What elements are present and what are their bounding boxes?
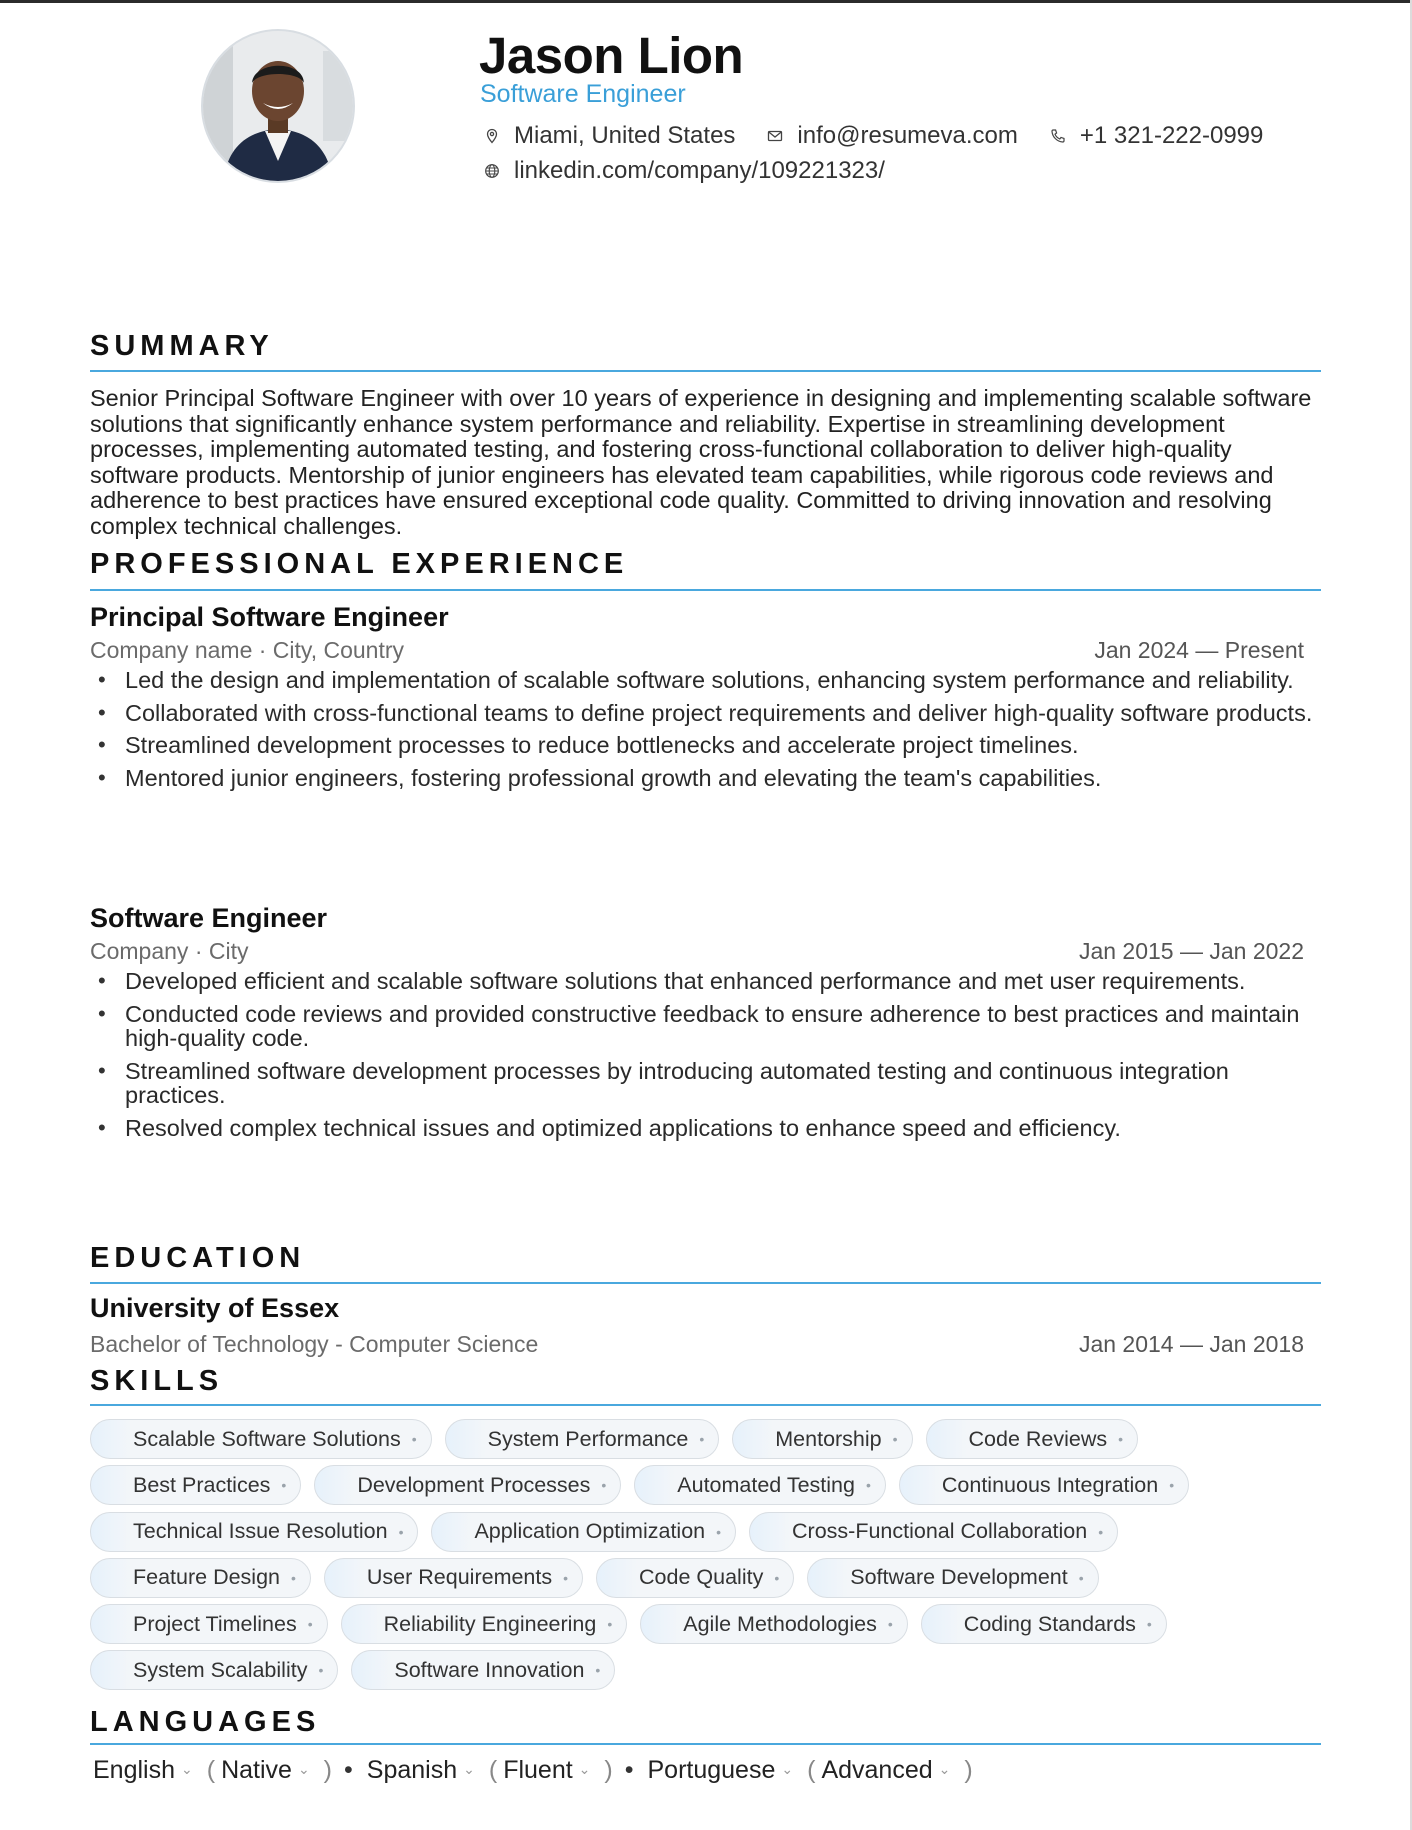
job-bullet: • Collaborated with cross-functional teams to define project requirements and deliver high-quality software products. bbox=[90, 701, 1320, 726]
skill-label: Technical Issue Resolution bbox=[133, 1519, 388, 1544]
language-name[interactable]: English bbox=[93, 1756, 175, 1784]
chevron-down-icon: ⌄ bbox=[781, 1761, 794, 1777]
skill-chip bbox=[314, 1465, 621, 1505]
skill-label: Code Reviews bbox=[968, 1426, 1108, 1451]
skill-dot-icon: • bbox=[307, 1616, 313, 1633]
skill-chip bbox=[921, 1604, 1167, 1644]
job-bullet: • Resolved complex technical issues and optimized applications to enhance speed and efficiency. bbox=[90, 1116, 1320, 1141]
chevron-down-icon: ⌄ bbox=[181, 1761, 193, 1777]
envelope-icon bbox=[767, 128, 783, 144]
skill-label: Project Timelines bbox=[133, 1611, 297, 1636]
skill-chip bbox=[90, 1512, 418, 1552]
profile-photo-image bbox=[203, 31, 353, 181]
job-bullets bbox=[90, 668, 1320, 790]
education-rule bbox=[90, 1282, 1321, 1284]
skill-label: Best Practices bbox=[133, 1472, 271, 1497]
education-dates: Jan 2014 — Jan 2018 bbox=[1078, 1331, 1304, 1357]
skill-dot-icon: • bbox=[865, 1477, 871, 1494]
job-bullet: • Conducted code reviews and provided constructive feedback to ensure adherence to best practices and maintain high-quality code. bbox=[90, 1002, 1320, 1051]
skill-dot-icon: • bbox=[563, 1569, 569, 1586]
summary-rule bbox=[90, 370, 1321, 372]
skill-label: Mentorship bbox=[775, 1426, 882, 1451]
skill-dot-icon: • bbox=[892, 1431, 898, 1447]
job-bullet: • Streamlined software development processes by introducing automated testing and continuous integration practices. bbox=[90, 1059, 1320, 1108]
job-company: Company name · City, Country bbox=[90, 637, 405, 663]
skill-label: Coding Standards bbox=[963, 1611, 1136, 1636]
contact-row-secondary bbox=[484, 157, 917, 185]
skill-dot-icon: • bbox=[774, 1569, 780, 1586]
skill-row bbox=[90, 1512, 1330, 1558]
contact-website[interactable] bbox=[484, 157, 885, 185]
skill-dot-icon: • bbox=[1098, 1523, 1104, 1540]
chevron-down-icon: ⌄ bbox=[578, 1761, 591, 1777]
skills-list bbox=[90, 1419, 1330, 1697]
skill-label: Scalable Software Solutions bbox=[133, 1426, 401, 1451]
language-name[interactable]: Portuguese bbox=[647, 1756, 776, 1784]
email-text[interactable]: info@resumeva.com bbox=[797, 122, 1018, 149]
skill-dot-icon: • bbox=[411, 1431, 417, 1447]
job-title: Principal Software Engineer bbox=[90, 602, 449, 632]
globe-icon bbox=[484, 163, 500, 179]
contact-location bbox=[484, 122, 735, 150]
job-company: Company · City bbox=[90, 938, 249, 964]
skill-chip bbox=[749, 1512, 1118, 1552]
school-name: University of Essex bbox=[90, 1293, 340, 1323]
education-heading: EDUCATION bbox=[90, 1242, 306, 1274]
phone-text[interactable]: +1 321-222-0999 bbox=[1079, 122, 1264, 149]
skill-row bbox=[90, 1650, 1330, 1696]
chevron-down-icon: ⌄ bbox=[297, 1761, 310, 1777]
skill-chip bbox=[90, 1650, 338, 1690]
experience-heading: PROFESSIONAL EXPERIENCE bbox=[90, 548, 629, 580]
paren-open: ( bbox=[807, 1756, 816, 1784]
contact-phone[interactable] bbox=[1050, 122, 1264, 150]
language-level[interactable]: Advanced bbox=[821, 1756, 933, 1784]
paren-close: ) bbox=[964, 1756, 973, 1784]
phone-icon bbox=[1050, 128, 1066, 144]
job-dates: Jan 2024 — Present bbox=[1094, 637, 1304, 663]
skill-chip bbox=[732, 1419, 912, 1459]
skill-chip bbox=[90, 1419, 432, 1459]
job-bullet: • Developed efficient and scalable software solutions that enhanced performance and met user requirements. bbox=[90, 969, 1320, 994]
skills-rule bbox=[90, 1404, 1321, 1406]
skill-row bbox=[90, 1465, 1330, 1511]
skill-label: User Requirements bbox=[366, 1565, 553, 1590]
profile-photo bbox=[201, 29, 355, 183]
skill-chip bbox=[634, 1465, 886, 1505]
summary-heading: SUMMARY bbox=[90, 330, 274, 362]
languages-rule bbox=[90, 1743, 1321, 1745]
language-level[interactable]: Native bbox=[221, 1756, 292, 1784]
skill-label: System Performance bbox=[487, 1426, 689, 1451]
experience-rule bbox=[90, 589, 1321, 591]
skill-dot-icon: • bbox=[1146, 1616, 1152, 1633]
skill-chip bbox=[431, 1512, 736, 1552]
skill-dot-icon: • bbox=[1169, 1477, 1175, 1494]
skill-row bbox=[90, 1604, 1330, 1650]
skill-chip bbox=[596, 1558, 794, 1598]
skill-label: Software Innovation bbox=[394, 1657, 585, 1682]
paren-close: ) bbox=[604, 1756, 613, 1784]
job-bullet: • Mentored junior engineers, fostering professional growth and elevating the team's capabilities. bbox=[90, 766, 1320, 791]
paren-close: ) bbox=[323, 1756, 332, 1784]
skill-label: Agile Methodologies bbox=[683, 1611, 877, 1636]
skill-dot-icon: • bbox=[595, 1662, 601, 1679]
language-separator: • bbox=[624, 1756, 634, 1784]
skill-dot-icon: • bbox=[887, 1616, 893, 1633]
skill-dot-icon: • bbox=[281, 1477, 287, 1494]
skill-chip bbox=[351, 1650, 615, 1690]
skill-label: Automated Testing bbox=[677, 1472, 855, 1497]
skill-label: Reliability Engineering bbox=[383, 1611, 597, 1636]
skill-dot-icon: • bbox=[716, 1523, 722, 1540]
degree-text: Bachelor of Technology - Computer Science bbox=[90, 1331, 539, 1357]
skill-dot-icon: • bbox=[1118, 1431, 1124, 1447]
contact-row-primary bbox=[484, 122, 1295, 150]
skills-heading: SKILLS bbox=[90, 1365, 224, 1397]
chevron-down-icon: ⌄ bbox=[938, 1761, 951, 1777]
skill-chip bbox=[324, 1558, 583, 1598]
skill-dot-icon: • bbox=[607, 1616, 613, 1633]
contact-email[interactable] bbox=[767, 122, 1017, 150]
languages-heading: LANGUAGES bbox=[90, 1706, 321, 1738]
skill-label: Code Quality bbox=[639, 1565, 764, 1590]
candidate-title: Software Engineer bbox=[480, 80, 686, 108]
skill-label: Application Optimization bbox=[474, 1519, 706, 1544]
chevron-down-icon: ⌄ bbox=[463, 1761, 475, 1777]
map-pin-icon bbox=[484, 128, 500, 144]
skill-chip bbox=[90, 1604, 328, 1644]
skill-chip bbox=[90, 1558, 311, 1598]
candidate-name: Jason Lion bbox=[479, 27, 744, 84]
skill-chip bbox=[445, 1419, 720, 1459]
language-name[interactable]: Spanish bbox=[366, 1756, 458, 1784]
job-title: Software Engineer bbox=[90, 903, 328, 933]
skill-label: Software Development bbox=[850, 1565, 1068, 1590]
skill-dot-icon: • bbox=[398, 1523, 404, 1540]
skill-dot-icon: • bbox=[291, 1569, 296, 1586]
language-separator: • bbox=[344, 1756, 353, 1784]
skill-chip bbox=[807, 1558, 1098, 1598]
skill-label: Development Processes bbox=[357, 1472, 591, 1497]
job-dates: Jan 2015 — Jan 2022 bbox=[1078, 938, 1304, 964]
skill-label: Feature Design bbox=[133, 1565, 280, 1590]
skill-chip bbox=[90, 1465, 301, 1505]
paren-open: ( bbox=[488, 1756, 498, 1784]
job-bullet: • Led the design and implementation of scalable software solutions, enhancing system performance and reliability. bbox=[90, 668, 1320, 693]
skill-chip bbox=[341, 1604, 628, 1644]
summary-text: Senior Principal Software Engineer with over 10 years of experience in designing and implementing scalable software solutions that significantly enhance system performance and reliability. Expertise in streamlining development processes, implementing automated testing, and fostering cross-functional collaboration to deliver high-quality software products. Mentorship of junior engineers has elevated team capabilities, while rigorous code reviews and adherence to best practices have ensured exceptional code quality. Committed to driving innovation and resolving complex technical challenges. bbox=[90, 385, 1312, 539]
location-text: Miami, United States bbox=[514, 122, 736, 149]
top-border bbox=[0, 0, 1412, 3]
skill-label: Cross-Functional Collaboration bbox=[792, 1519, 1088, 1544]
job-bullet: • Streamlined development processes to reduce bottlenecks and accelerate project timelines. bbox=[90, 733, 1320, 758]
paren-open: ( bbox=[206, 1756, 216, 1784]
skill-dot-icon: • bbox=[699, 1431, 705, 1447]
skill-chip bbox=[899, 1465, 1189, 1505]
skill-dot-icon: • bbox=[318, 1662, 324, 1679]
language-level[interactable]: Fluent bbox=[503, 1756, 573, 1784]
skill-chip bbox=[640, 1604, 908, 1644]
skill-label: System Scalability bbox=[133, 1657, 308, 1682]
languages-list bbox=[93, 1756, 979, 1785]
skill-chip bbox=[926, 1419, 1139, 1459]
skill-label: Continuous Integration bbox=[941, 1472, 1159, 1497]
skill-dot-icon: • bbox=[1078, 1569, 1084, 1586]
skill-dot-icon: • bbox=[601, 1477, 607, 1494]
skill-row bbox=[90, 1558, 1330, 1604]
job-bullets bbox=[90, 969, 1320, 1140]
website-text[interactable]: linkedin.com/company/109221323/ bbox=[514, 157, 885, 184]
skill-row bbox=[90, 1419, 1330, 1465]
